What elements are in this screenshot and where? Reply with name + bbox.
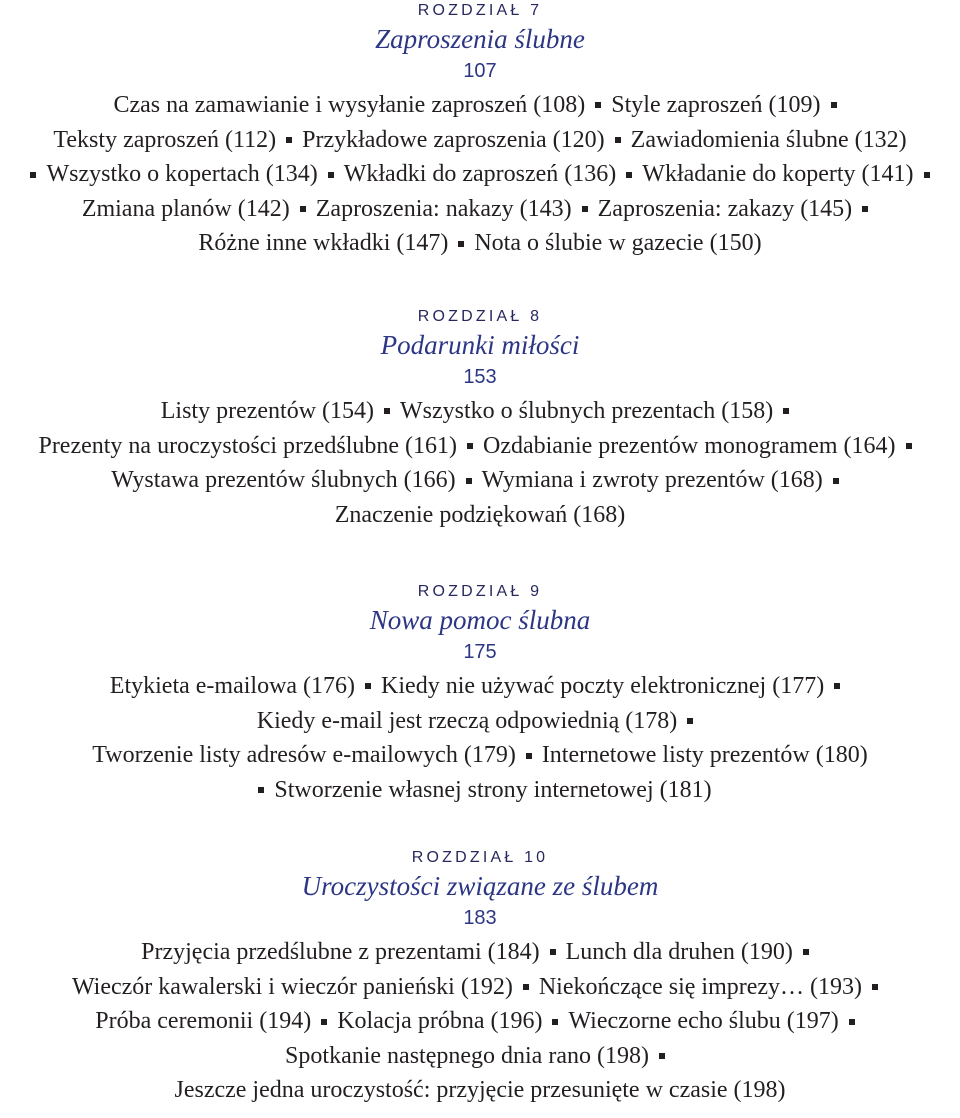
chapter-label: ROZDZIAŁ 9	[417, 583, 543, 600]
topic-entry: Zmiana planów (142)	[81, 195, 290, 222]
chapter-page-number: 153	[463, 366, 497, 388]
topic-entry: Stworzenie własnej strony internetowej (181)	[274, 776, 712, 803]
chapter-page-number: 183	[463, 907, 497, 929]
chapter-title: Uroczystości związane ze ślubem	[301, 871, 659, 901]
square-bullet-icon	[831, 102, 837, 108]
square-bullet-icon	[906, 443, 912, 449]
topic-line	[0, 463, 960, 498]
square-bullet-icon	[384, 408, 390, 414]
chapter-10	[0, 847, 960, 1108]
topic-entry: Wymiana i zwroty prezentów (168)	[481, 467, 823, 494]
topic-entry: Próba ceremonii (194)	[95, 1008, 312, 1035]
topic-line	[0, 970, 960, 1005]
topic-entry: Wieczór kawalerski i wieczór panieński (192)	[71, 973, 513, 1000]
chapter-label: ROZDZIAŁ 10	[411, 849, 549, 866]
square-bullet-icon	[321, 1019, 327, 1025]
topic-entry: Kolacja próbna (196)	[337, 1008, 543, 1035]
chapter-9	[0, 581, 960, 807]
topic-entry: Wszystko o ślubnych prezentach (158)	[400, 398, 774, 424]
topic-entry: Etykieta e-mailowa (176)	[109, 673, 356, 699]
square-bullet-icon	[550, 949, 556, 955]
square-bullet-icon	[626, 172, 632, 178]
topic-entry: Różne inne wkładki (147)	[198, 230, 449, 257]
square-bullet-icon	[659, 1053, 665, 1059]
topic-entry: Kiedy nie używać poczty elektronicznej (177)	[381, 673, 825, 699]
topic-entry: Prezenty na uroczystości przedślubne (161)	[38, 432, 457, 459]
chapter-title: Nowa pomoc ślubna	[369, 605, 591, 635]
chapter-page-number: 107	[463, 60, 497, 82]
square-bullet-icon	[286, 137, 292, 143]
chapter-topics	[0, 88, 960, 261]
square-bullet-icon	[849, 1019, 855, 1025]
square-bullet-icon	[833, 478, 839, 484]
topic-entry: Przykładowe zaproszenia (120)	[302, 126, 605, 153]
square-bullet-icon	[458, 241, 464, 247]
square-bullet-icon	[30, 172, 36, 178]
topic-line	[0, 935, 960, 970]
square-bullet-icon	[862, 206, 868, 212]
square-bullet-icon	[258, 787, 264, 793]
square-bullet-icon	[328, 172, 334, 178]
chapter-page-number: 175	[463, 641, 497, 663]
chapter-title: Zaproszenia ślubne	[375, 24, 585, 54]
topic-entry: Tworzenie listy adresów e-mailowych (179)	[92, 742, 516, 769]
topic-line	[0, 773, 960, 808]
chapter-topics	[0, 394, 960, 532]
square-bullet-icon	[687, 718, 693, 724]
topic-entry: Teksty zaproszeń (112)	[53, 126, 277, 153]
chapter-label: ROZDZIAŁ 7	[417, 2, 543, 19]
topic-line	[0, 669, 960, 704]
chapter-topics	[0, 935, 960, 1108]
topic-line	[0, 738, 960, 773]
chapter-label: ROZDZIAŁ 8	[417, 308, 543, 325]
square-bullet-icon	[595, 102, 601, 108]
square-bullet-icon	[466, 478, 472, 484]
topic-entry: Wkładanie do koperty (141)	[642, 161, 914, 188]
topic-entry: Nota o ślubie w gazecie (150)	[474, 230, 762, 257]
topic-line: Jeszcze jedna uroczystość: przyjęcie przesunięte w czasie (198)	[174, 1077, 786, 1104]
topic-entry: Zaproszenia: nakazy (143)	[315, 195, 572, 222]
topic-entry: Style zaproszeń (109)	[611, 92, 821, 118]
topic-line	[0, 123, 960, 158]
topic-entry: Zaproszenia: zakazy (145)	[597, 195, 853, 222]
topic-line	[0, 88, 960, 123]
topic-line	[0, 429, 960, 464]
topic-line	[0, 1004, 960, 1039]
topic-entry: Zawiadomienia ślubne (132)	[630, 126, 907, 153]
topic-entry: Listy prezentów (154)	[160, 398, 375, 424]
square-bullet-icon	[365, 683, 371, 689]
square-bullet-icon	[834, 683, 840, 689]
square-bullet-icon	[526, 753, 532, 759]
topic-line: Znaczenie podziękowań (168)	[334, 501, 626, 528]
square-bullet-icon	[552, 1019, 558, 1025]
square-bullet-icon	[582, 206, 588, 212]
topic-line	[0, 394, 960, 429]
topic-line	[0, 1039, 960, 1074]
topic-entry: Czas na zamawianie i wysyłanie zaproszeń (108)	[113, 92, 586, 118]
topic-entry: Niekończące się imprezy… (193)	[538, 973, 863, 1000]
square-bullet-icon	[467, 443, 473, 449]
topic-entry: Wkładki do zaproszeń (136)	[343, 161, 617, 188]
topic-line	[0, 192, 960, 227]
square-bullet-icon	[523, 984, 529, 990]
topic-entry: Wszystko o kopertach (134)	[46, 161, 318, 188]
topic-entry: Lunch dla druhen (190)	[565, 939, 793, 965]
topic-entry: Ozdabianie prezentów monogramem (164)	[483, 432, 896, 459]
topic-entry: Spotkanie następnego dnia rano (198)	[285, 1042, 649, 1069]
chapter-8	[0, 306, 960, 532]
square-bullet-icon	[803, 949, 809, 955]
topic-line	[0, 704, 960, 739]
square-bullet-icon	[300, 206, 306, 212]
square-bullet-icon	[783, 408, 789, 414]
chapter-topics	[0, 669, 960, 807]
topic-line	[0, 157, 960, 192]
topic-entry: Przyjęcia przedślubne z prezentami (184)	[141, 939, 540, 965]
topic-entry: Wieczorne echo ślubu (197)	[568, 1008, 839, 1035]
square-bullet-icon	[924, 172, 930, 178]
chapter-7	[0, 0, 960, 261]
topic-entry: Wystawa prezentów ślubnych (166)	[111, 467, 456, 494]
topic-entry: Kiedy e-mail jest rzeczą odpowiednią (178)	[256, 707, 678, 734]
square-bullet-icon	[615, 137, 621, 143]
chapter-title: Podarunki miłości	[380, 330, 580, 360]
square-bullet-icon	[872, 984, 878, 990]
topic-entry: Internetowe listy prezentów (180)	[541, 742, 868, 769]
topic-line	[0, 226, 960, 261]
